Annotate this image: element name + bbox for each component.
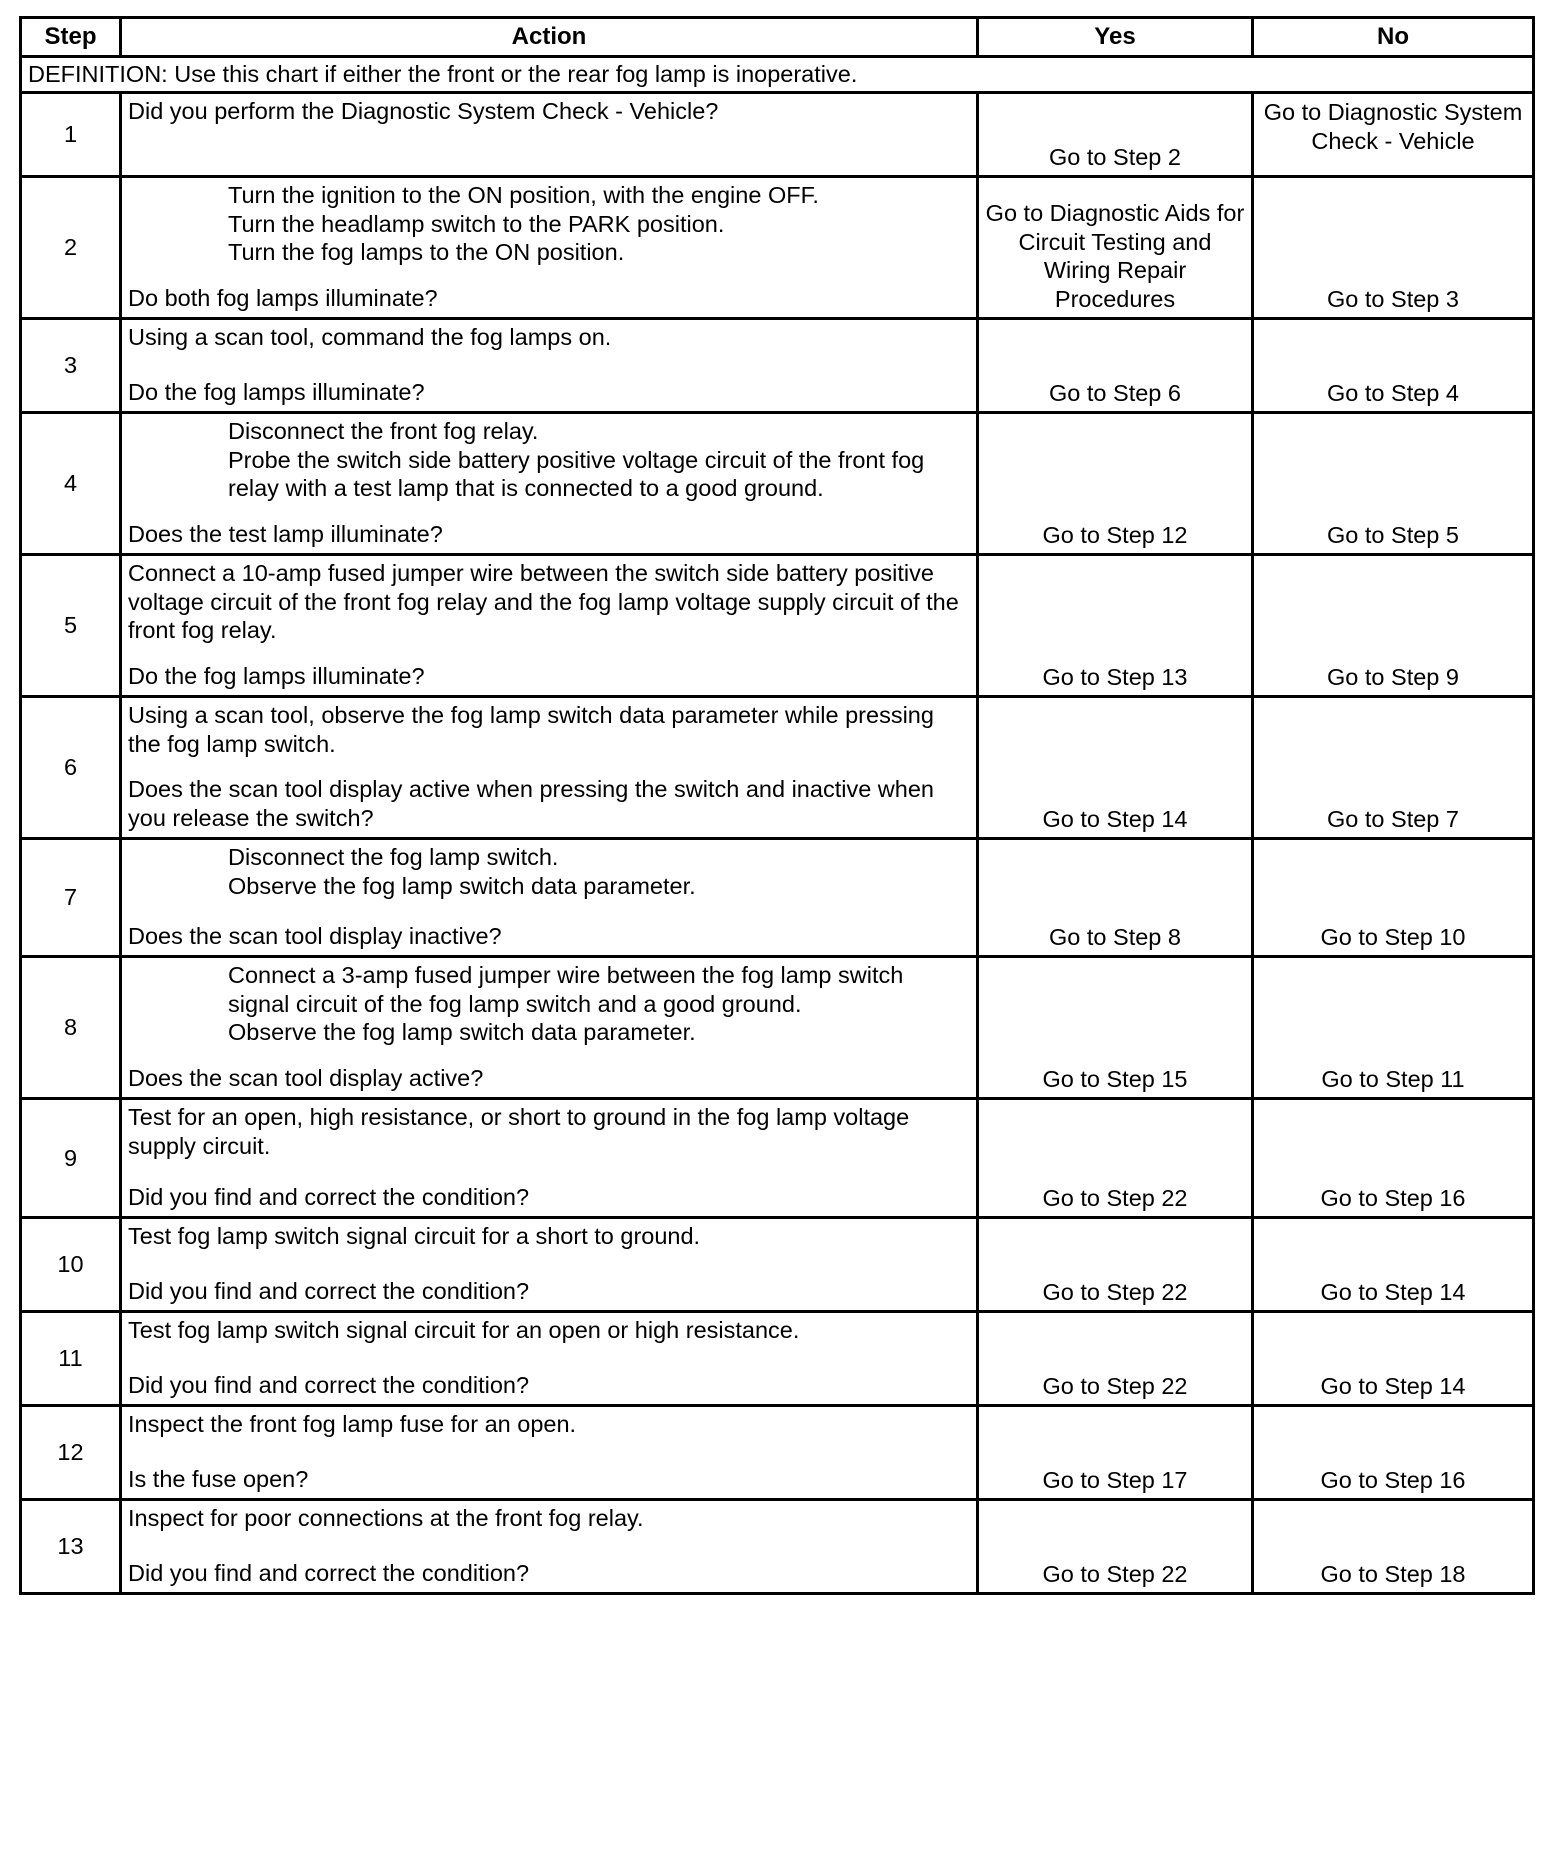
- no-result: Go to Step 11: [1253, 957, 1534, 1099]
- table-row: [21, 1406, 1534, 1500]
- action-content: [128, 323, 970, 406]
- step-number: 11: [21, 1312, 121, 1406]
- action-instructions: [128, 1222, 970, 1251]
- table-row: [21, 319, 1534, 413]
- action-content: [128, 961, 970, 1092]
- action-instructions: [128, 97, 970, 126]
- no-result: Go to Step 10: [1253, 839, 1534, 957]
- action-cell: [121, 1099, 978, 1218]
- yes-result: Go to Step 6: [978, 319, 1253, 413]
- table-row: [21, 957, 1534, 1099]
- action-cell: [121, 93, 978, 177]
- sub-step-text: signal circuit of the fog lamp switch and a good ground.: [228, 990, 802, 1017]
- question-text: Do the fog lamps illuminate?: [128, 378, 425, 405]
- action-content: [128, 417, 970, 548]
- sub-step-text: Turn the headlamp switch to the PARK position.: [228, 210, 725, 237]
- instruction-text: Inspect the front fog lamp fuse for an open.: [128, 1411, 577, 1437]
- header-no: No: [1253, 18, 1534, 57]
- action-instructions: [128, 181, 970, 267]
- action-cell: [121, 413, 978, 555]
- diagnostic-chart: [19, 16, 1532, 1595]
- yes-result: Go to Step 22: [978, 1099, 1253, 1218]
- action-cell: [121, 177, 978, 319]
- table-row: [21, 839, 1534, 957]
- question-text: Does the test lamp illuminate?: [128, 520, 443, 547]
- instruction-text: Connect a 10-amp fused jumper wire between the switch side battery positive voltage circuit of the front fog relay and the fog lamp voltage supply circuit of the front fog relay.: [128, 560, 959, 643]
- action-instructions: [128, 843, 970, 900]
- question-text: Does the scan tool display active?: [128, 1064, 484, 1091]
- table-row: [21, 177, 1534, 319]
- instruction-text: Inspect for poor connections at the front fog relay.: [128, 1505, 644, 1531]
- instruction-text: Test fog lamp switch signal circuit for a short to ground.: [128, 1223, 701, 1249]
- yes-result: Go to Step 12: [978, 413, 1253, 555]
- sub-step-text: Observe the fog lamp switch data parameter.: [228, 1019, 696, 1045]
- no-result: Go to Step 9: [1253, 555, 1534, 697]
- question-text: Does the scan tool display active when pressing the switch and inactive when you release the switch?: [128, 776, 934, 831]
- step-number: 3: [21, 319, 121, 413]
- action-content: [128, 181, 970, 312]
- table-row: [21, 1099, 1534, 1218]
- action-content: [128, 701, 970, 832]
- yes-result: Go to Step 22: [978, 1312, 1253, 1406]
- sub-step-text: Disconnect the fog lamp switch.: [228, 844, 559, 870]
- action-content: [128, 1103, 970, 1211]
- instruction-text: Did you perform the Diagnostic System Check - Vehicle?: [128, 98, 719, 124]
- action-instructions: [128, 701, 970, 758]
- step-number: 2: [21, 177, 121, 319]
- action-content: [128, 97, 970, 170]
- action-cell: [121, 1406, 978, 1500]
- header-row: [21, 18, 1534, 57]
- step-number: 10: [21, 1218, 121, 1312]
- no-result: Go to Step 5: [1253, 413, 1534, 555]
- instruction-text: Using a scan tool, command the fog lamps on.: [128, 324, 612, 350]
- action-instructions: [128, 1103, 970, 1160]
- action-content: [128, 1504, 970, 1587]
- action-content: [128, 843, 970, 950]
- action-content: [128, 1316, 970, 1399]
- yes-result: Go to Step 17: [978, 1406, 1253, 1500]
- action-instructions: [128, 1410, 970, 1439]
- yes-result: Go to Step 13: [978, 555, 1253, 697]
- action-instructions: [128, 323, 970, 352]
- table-row: [21, 1500, 1534, 1594]
- no-result: Go to Step 4: [1253, 319, 1534, 413]
- no-result: Go to Step 18: [1253, 1500, 1534, 1594]
- action-cell: [121, 1500, 978, 1594]
- sub-step-text: Disconnect the front fog relay.: [228, 418, 539, 444]
- definition-text: DEFINITION: Use this chart if either the front or the rear fog lamp is inoperative.: [21, 57, 1534, 93]
- question-text: Did you find and correct the condition?: [128, 1559, 530, 1586]
- step-number: 4: [21, 413, 121, 555]
- yes-result: Go to Step 14: [978, 697, 1253, 839]
- action-instructions: [128, 559, 970, 645]
- no-result: Go to Step 16: [1253, 1099, 1534, 1218]
- sub-step-text: Probe the switch side battery positive voltage circuit of the front fog: [228, 446, 925, 473]
- no-result: Go to Step 14: [1253, 1312, 1534, 1406]
- action-cell: [121, 839, 978, 957]
- action-content: [128, 1410, 970, 1493]
- yes-result: Go to Step 8: [978, 839, 1253, 957]
- step-number: 6: [21, 697, 121, 839]
- no-result: Go to Step 7: [1253, 697, 1534, 839]
- action-instructions: [128, 417, 970, 503]
- step-number: 5: [21, 555, 121, 697]
- definition-row: [21, 57, 1534, 93]
- step-number: 12: [21, 1406, 121, 1500]
- table-row: [21, 1218, 1534, 1312]
- step-number: 1: [21, 93, 121, 177]
- instruction-text: Using a scan tool, observe the fog lamp switch data parameter while pressing the fog lamp switch.: [128, 702, 934, 757]
- action-instructions: [128, 1316, 970, 1345]
- table-row: [21, 413, 1534, 555]
- action-cell: [121, 319, 978, 413]
- action-instructions: [128, 1504, 970, 1533]
- sub-step-text: Turn the ignition to the ON position, with the engine OFF.: [228, 182, 819, 208]
- action-cell: [121, 555, 978, 697]
- step-number: 7: [21, 839, 121, 957]
- no-result: Go to Diagnostic System Check - Vehicle: [1253, 93, 1534, 177]
- diagnostic-table: [19, 16, 1535, 1595]
- header-action: Action: [121, 18, 978, 57]
- yes-result: Go to Step 2: [978, 93, 1253, 177]
- yes-result: Go to Step 15: [978, 957, 1253, 1099]
- sub-step-text: Connect a 3-amp fused jumper wire between the fog lamp switch: [228, 962, 904, 988]
- table-row: [21, 555, 1534, 697]
- header-yes: Yes: [978, 18, 1253, 57]
- question-text: Does the scan tool display inactive?: [128, 922, 502, 949]
- sub-step-text: Observe the fog lamp switch data parameter.: [228, 872, 696, 899]
- sub-step-text: Turn the fog lamps to the ON position.: [228, 239, 625, 265]
- header-step: Step: [21, 18, 121, 57]
- action-content: [128, 1222, 970, 1305]
- action-cell: [121, 1218, 978, 1312]
- question-text: Did you find and correct the condition?: [128, 1371, 530, 1398]
- question-text: Is the fuse open?: [128, 1465, 309, 1492]
- question-text: Do both fog lamps illuminate?: [128, 284, 438, 311]
- step-number: 13: [21, 1500, 121, 1594]
- action-cell: [121, 1312, 978, 1406]
- action-cell: [121, 957, 978, 1099]
- no-result: Go to Step 14: [1253, 1218, 1534, 1312]
- question-text: Did you find and correct the condition?: [128, 1277, 530, 1304]
- instruction-text: Test fog lamp switch signal circuit for an open or high resistance.: [128, 1317, 800, 1343]
- no-result: Go to Step 16: [1253, 1406, 1534, 1500]
- no-result: Go to Step 3: [1253, 177, 1534, 319]
- yes-result: Go to Step 22: [978, 1218, 1253, 1312]
- action-instructions: [128, 961, 970, 1047]
- question-text: Do the fog lamps illuminate?: [128, 662, 425, 689]
- step-number: 8: [21, 957, 121, 1099]
- table-row: [21, 93, 1534, 177]
- action-cell: [121, 697, 978, 839]
- action-content: [128, 559, 970, 690]
- instruction-text: Test for an open, high resistance, or short to ground in the fog lamp voltage supply circuit.: [128, 1104, 910, 1159]
- step-number: 9: [21, 1099, 121, 1218]
- table-row: [21, 697, 1534, 839]
- question-text: Did you find and correct the condition?: [128, 1183, 530, 1210]
- sub-step-text: relay with a test lamp that is connected to a good ground.: [228, 475, 824, 501]
- table-row: [21, 1312, 1534, 1406]
- yes-result: Go to Step 22: [978, 1500, 1253, 1594]
- yes-result: Go to Diagnostic Aids for Circuit Testing and Wiring Repair Procedures: [978, 177, 1253, 319]
